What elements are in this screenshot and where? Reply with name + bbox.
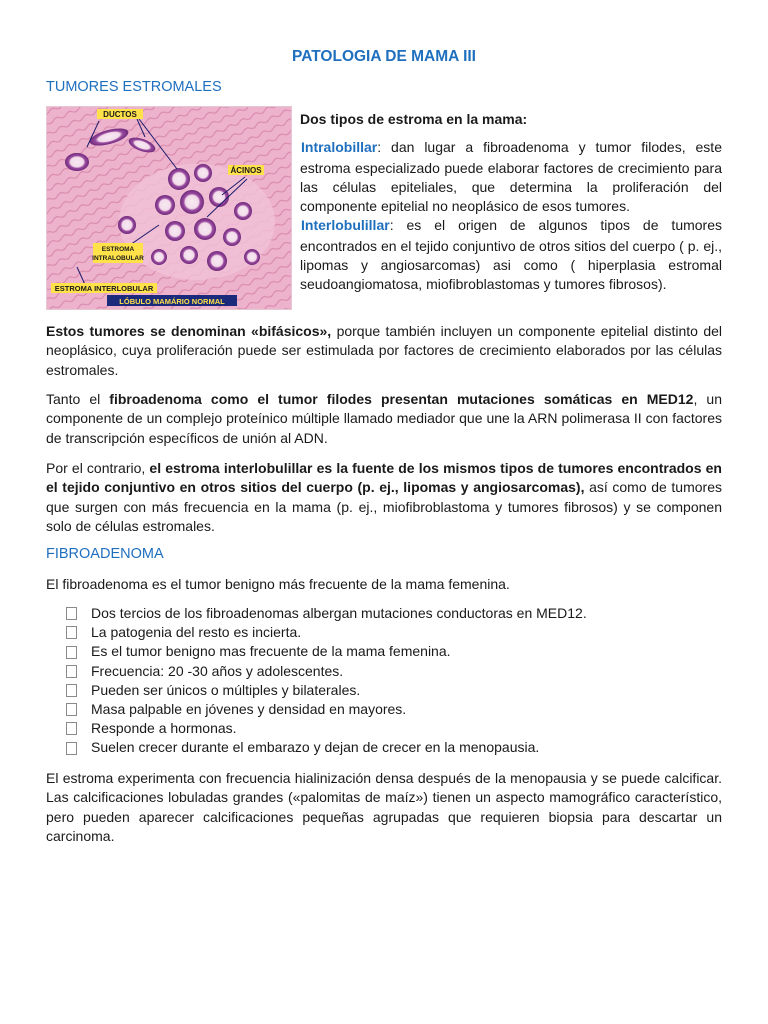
interlobular-paragraph [300, 216, 722, 294]
list-item [66, 662, 706, 681]
checkbox-bullet-icon [66, 742, 77, 755]
label-estroma-2: INTRALOBULAR [92, 255, 144, 262]
list-item [66, 681, 706, 700]
list-item [66, 719, 706, 738]
list-item [66, 738, 706, 757]
list-item-text: Suelen crecer durante el embarazo y dejan de crecer en la menopausia. [91, 739, 540, 756]
histology-figure [46, 106, 292, 310]
list-item-text: Responde a hormonas. [91, 720, 237, 737]
section-heading-fibroadenoma: FIBROADENOMA [46, 546, 164, 562]
checkbox-bullet-icon [66, 646, 77, 659]
bifasicos-text: porque también incluyen un componente epitelial distinto del neoplásico, cuya proliferación puede ser estimulada por factores de crecimiento elaborados por las células estromales. [46, 323, 722, 378]
fibroadenoma-intro: El fibroadenoma es el tumor benigno más frecuente de la mama femenina. [46, 576, 510, 592]
med12-bold: fibroadenoma como el tumor filodes presentan mutaciones somáticas en MED12 [109, 391, 694, 407]
checkbox-bullet-icon [66, 684, 77, 697]
checkbox-bullet-icon [66, 665, 77, 678]
estroma-intro [300, 110, 722, 295]
list-item-text: Masa palpable en jóvenes y densidad en mayores. [91, 701, 407, 718]
paragraph-bifasicos [46, 322, 722, 380]
label-ductos: DUCTOS [103, 110, 137, 119]
list-item [66, 604, 706, 623]
figure-caption: LÓBULO MAMÁRIO NORMAL [119, 297, 225, 306]
interlobular-text: : es el origen de algunos tipos de tumores encontrados en el tejido conjuntivo de otros sitios del cuerpo ( p. ej., lipomas y angiosarcomas) asi como ( hiperplasia estromal seudoangiomatosa, miofibroblastomas y tumores fibrosos). [300, 217, 722, 293]
list-item-text: Es el tumor benigno mas frecuente de la mama femenina. [91, 643, 451, 660]
label-acinos: ÁCINOS [230, 166, 262, 175]
fibroadenoma-closing: El estroma experimenta con frecuencia hialinización densa después de la menopausia y se puede calcificar. Las calcificaciones lobuladas grandes («palomitas de maíz») tienen un aspecto mamográfico característico, pero pueden aparecer calcificaciones pequeñas agrupadas que requieren biopsia para descartar un carcinoma. [46, 770, 722, 844]
interlobulillar-text-b: así como de tumores que surgen con más frecuencia en la mama (p. ej., miofibroblastoma y tumores fibrosos) y se componen solo de células estromales. [46, 479, 722, 534]
list-item-text: La patogenia del resto es incierta. [91, 624, 302, 641]
med12-text-b: , un componente de un complejo proteínico múltiple llamado mediador que une la ARN polimerasa II con factores de transcripción específicos de unión al ADN. [46, 391, 722, 446]
list-item [66, 642, 706, 661]
histology-image [47, 107, 291, 309]
interlobulillar-bold: el estroma interlobulillar es la fuente de los mismos tipos de tumores encontrados en el tejido conjuntivo en otros sitios del cuerpo (p. ej., lipomas y angiosarcomas), [46, 460, 722, 496]
page-title: PATOLOGIA DE MAMA III [292, 48, 476, 65]
term-interlobular: Interlobulillar [301, 217, 390, 234]
list-item-text: Dos tercios de los fibroadenomas albergan mutaciones conductoras en MED12. [91, 605, 587, 621]
label-estroma-1: ESTROMA [101, 246, 135, 253]
paragraph-interlobulillar [46, 459, 722, 536]
bifasicos-bold: Estos tumores se denominan «bifásicos», [46, 323, 332, 339]
paragraph-med12 [46, 390, 722, 448]
section-heading-tumores-estromales: TUMORES ESTROMALES [46, 79, 222, 95]
list-item [66, 700, 706, 719]
list-item-text: Pueden ser únicos o múltiples y bilaterales. [91, 681, 361, 698]
interlobulillar-text-a: Por el contrario, [46, 460, 150, 476]
label-estroma-interlobular: ESTROMA INTERLOBULAR [54, 284, 154, 293]
checkbox-bullet-icon [66, 607, 77, 620]
list-item [66, 623, 706, 642]
intro-title: Dos tipos de estroma en la mama: [300, 111, 528, 127]
checkbox-bullet-icon [66, 703, 77, 716]
med12-text-a: Tanto el [46, 391, 110, 407]
intralobular-paragraph [300, 138, 722, 216]
term-intralobular: Intralobillar [301, 139, 378, 156]
intralobular-text: : dan lugar a fibroadenoma y tumor filodes, este estroma especializado puede elaborar factores de crecimiento para las células epiteliales, que determina la proliferación del componente epitelial no neoplásico de esos tumores. [300, 139, 722, 215]
fibroadenoma-list [66, 604, 706, 758]
list-item-text: Frecuencia: 20 -30 años y adolescentes. [91, 662, 344, 679]
checkbox-bullet-icon [66, 626, 77, 639]
checkbox-bullet-icon [66, 722, 77, 735]
